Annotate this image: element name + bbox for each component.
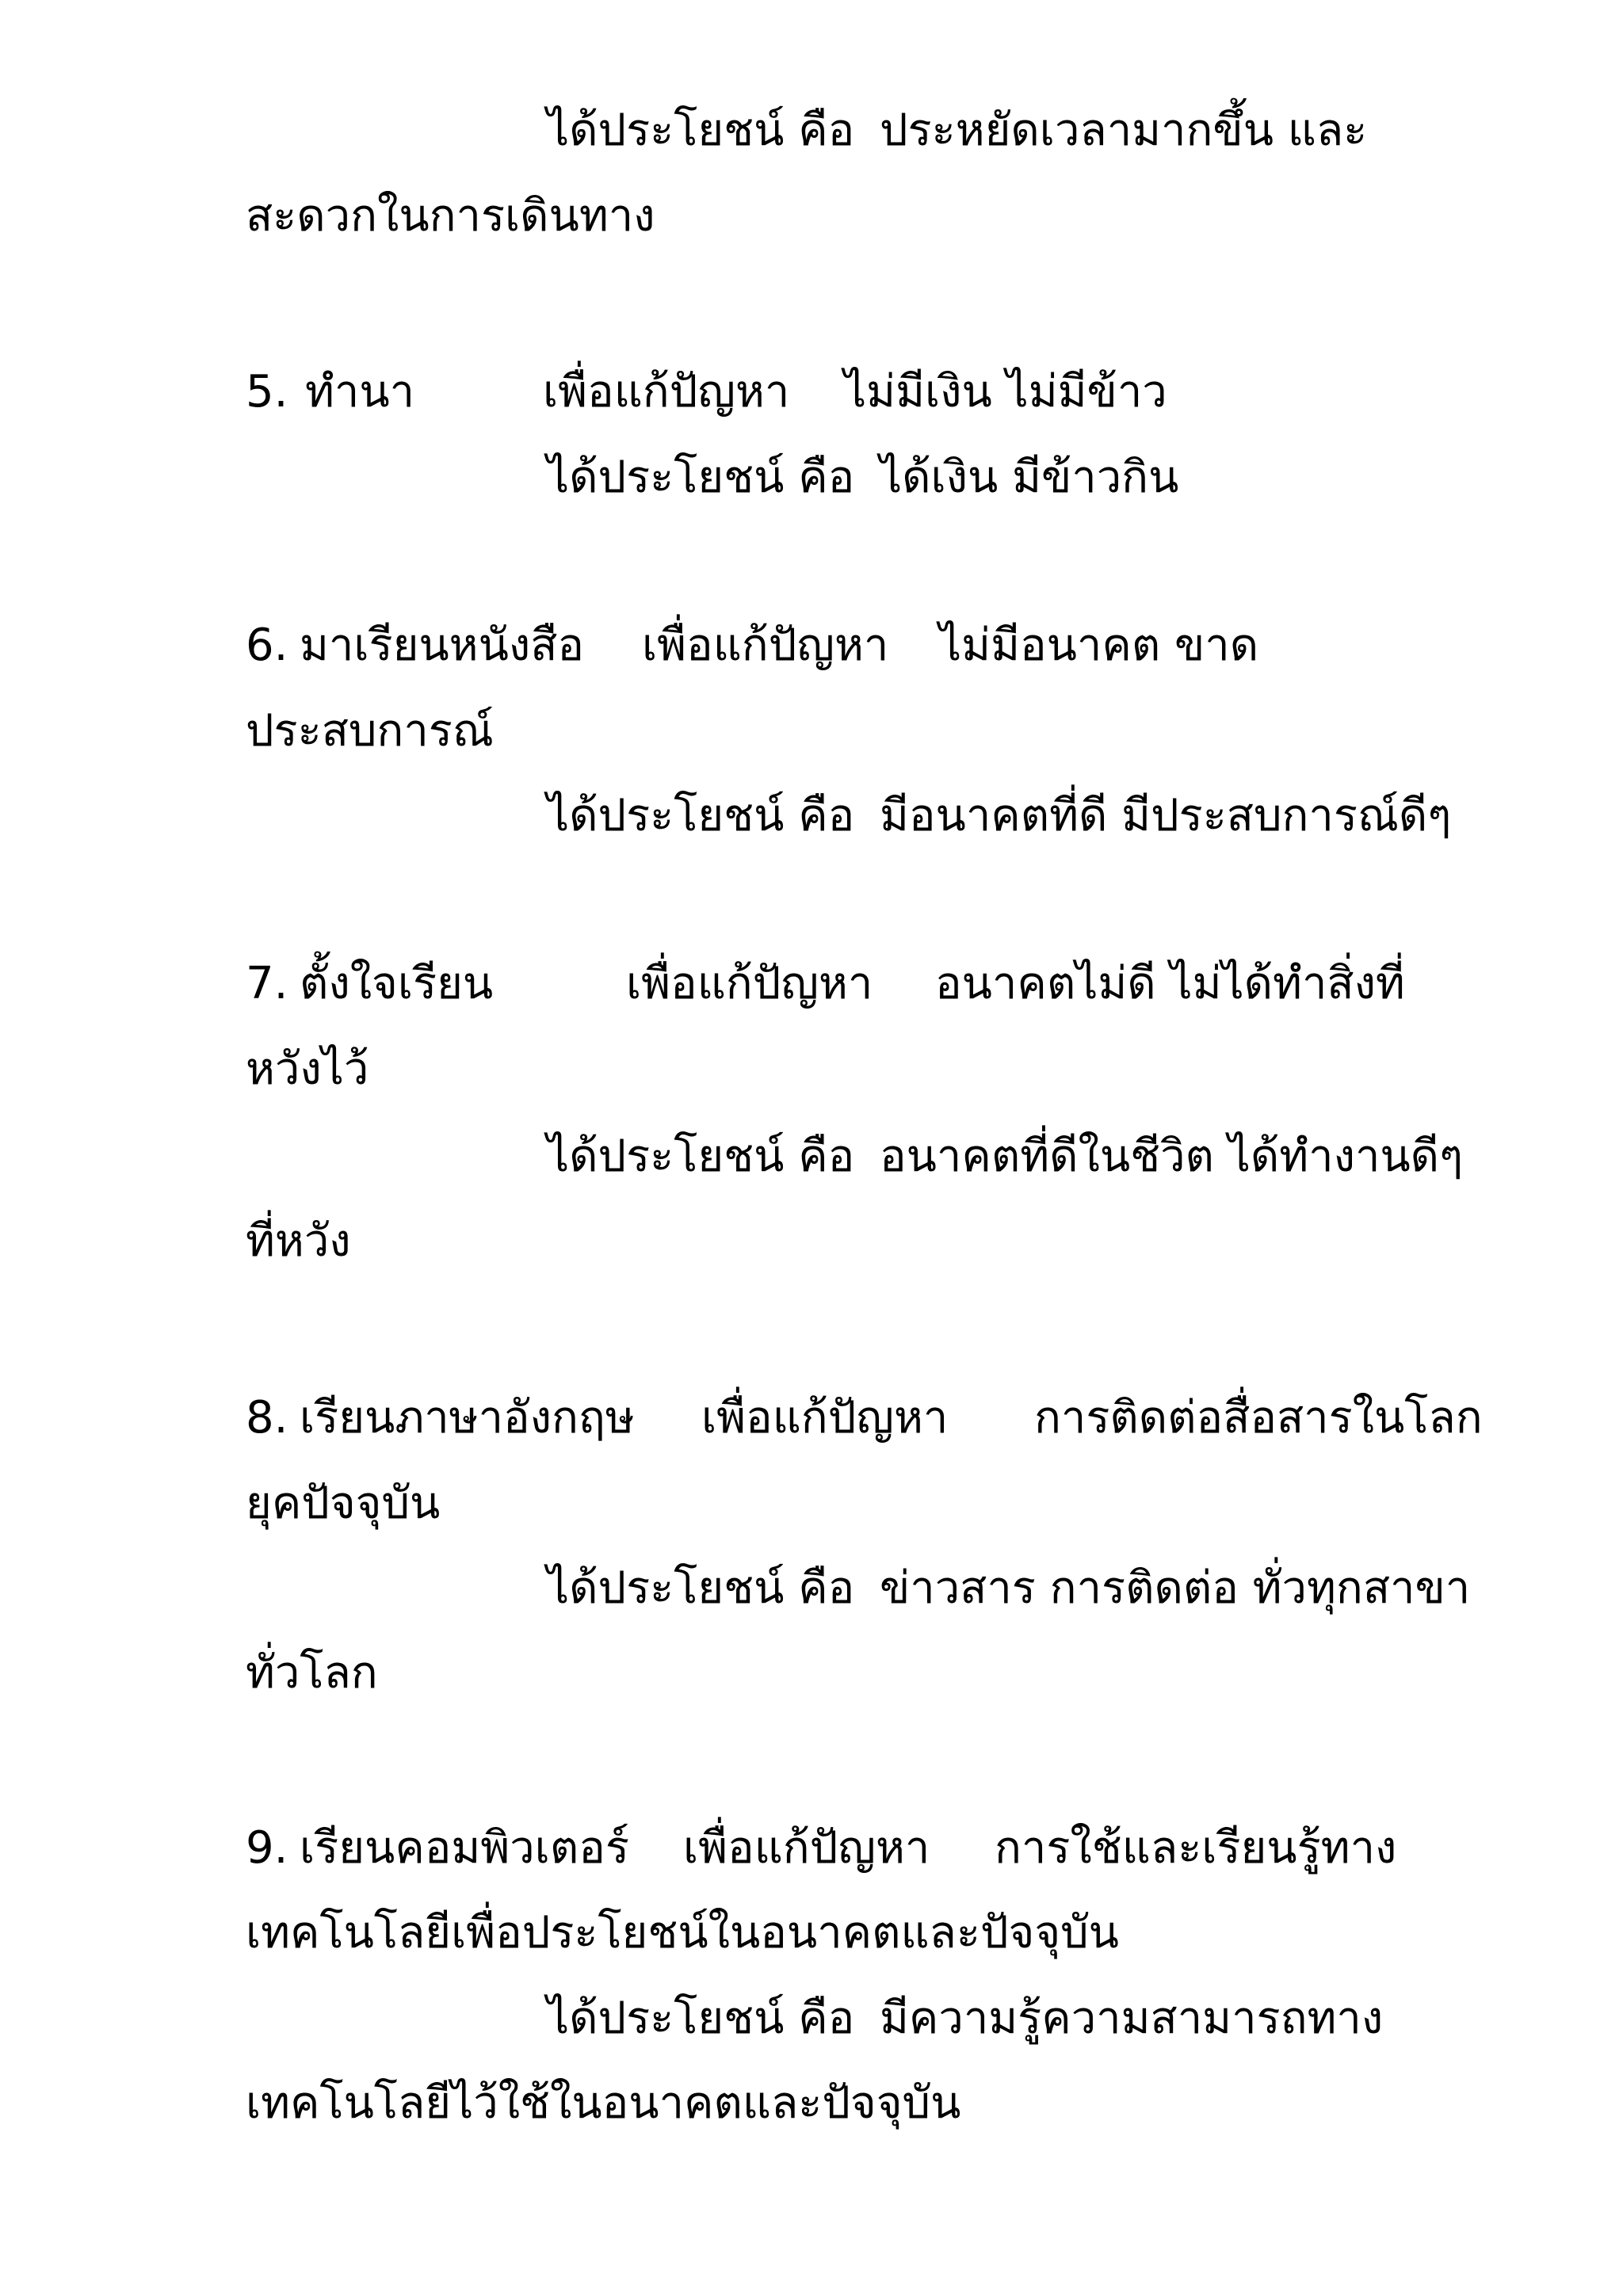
benefit-label: ได้ประโยชน์ คือ xyxy=(547,1562,855,1614)
benefit-text: ข่าวสาร การติดต่อ ทั่วทุกสาขา xyxy=(880,1562,1471,1614)
benefit-continuation: สะดวกในการเดินทาง xyxy=(246,190,655,242)
problem-text: ไม่มีเงิน ไม่มีข้าว xyxy=(844,366,1167,418)
problem-text: ไม่มีอนาคต ขาด xyxy=(939,620,1259,671)
problem-text: การใช้และเรียนรู้ทาง xyxy=(995,1822,1397,1874)
problem-continuation: ประสบการณ์ xyxy=(246,705,494,757)
problem-label: เพื่อแก้ปัญหา xyxy=(701,1392,949,1444)
item-number: 7. xyxy=(246,958,288,1009)
benefit-label: ได้ประโยชน์ คือ xyxy=(547,790,855,841)
benefit-continuation: เทคโนโลยีไว้ใช้ในอนาคตและปัจจุบัน xyxy=(246,2077,961,2129)
benefit-label: ได้ประโยชน์ คือ xyxy=(547,452,855,503)
item-activity: ทำนา xyxy=(305,366,415,418)
problem-text: อนาคตไม่ดี ไม่ได้ทำสิ่งที่ xyxy=(935,958,1405,1009)
benefit-continuation: ทั่วโลก xyxy=(246,1647,378,1699)
item-number: 8. xyxy=(246,1392,288,1444)
benefit-label: ได้ประโยชน์ คือ xyxy=(547,1993,855,2044)
benefit-text: มีอนาคตที่ดี มีประสบการณ์ดีๆ xyxy=(880,790,1452,841)
benefit-text: อนาคตที่ดีในชีวิต ได้ทำงานดีๆ xyxy=(880,1131,1464,1182)
benefit-continuation: ที่หวัง xyxy=(246,1215,351,1267)
problem-label: เพื่อแก้ปัญหา xyxy=(543,366,790,418)
benefit-text: ได้เงิน มีข้าวกิน xyxy=(880,452,1179,503)
problem-label: เพื่อแก้ปัญหา xyxy=(626,958,873,1009)
item-activity: เรียนภาษาอังกฤษ xyxy=(300,1392,635,1444)
problem-label: เพื่อแก้ปัญหา xyxy=(683,1822,930,1874)
problem-continuation: หวังไว้ xyxy=(246,1043,369,1095)
item-number: 5. xyxy=(246,366,288,418)
problem-continuation: เทคโนโลยีเพื่อประโยชน์ในอนาคตและปัจจุบัน xyxy=(246,1907,1119,1958)
benefit-label: ได้ประโยชน์ คือ xyxy=(547,105,855,156)
benefit-text: มีความรู้ความสามารถทาง xyxy=(880,1993,1384,2044)
problem-text: การติดต่อสื่อสารในโลก xyxy=(1034,1392,1483,1444)
item-activity: มาเรียนหนังสือ xyxy=(300,620,585,671)
item-activity: เรียนคอมพิวเตอร์ xyxy=(300,1822,629,1874)
problem-label: เพื่อแก้ปัญหา xyxy=(642,620,889,671)
benefit-label: ได้ประโยชน์ คือ xyxy=(547,1131,855,1182)
item-number: 9. xyxy=(246,1822,288,1874)
problem-continuation: ยุคปัจจุบัน xyxy=(246,1478,441,1529)
item-activity: ตั้งใจเรียน xyxy=(300,958,494,1009)
item-number: 6. xyxy=(246,620,288,671)
benefit-text: ประหยัดเวลามากขึ้น และ xyxy=(880,105,1368,156)
